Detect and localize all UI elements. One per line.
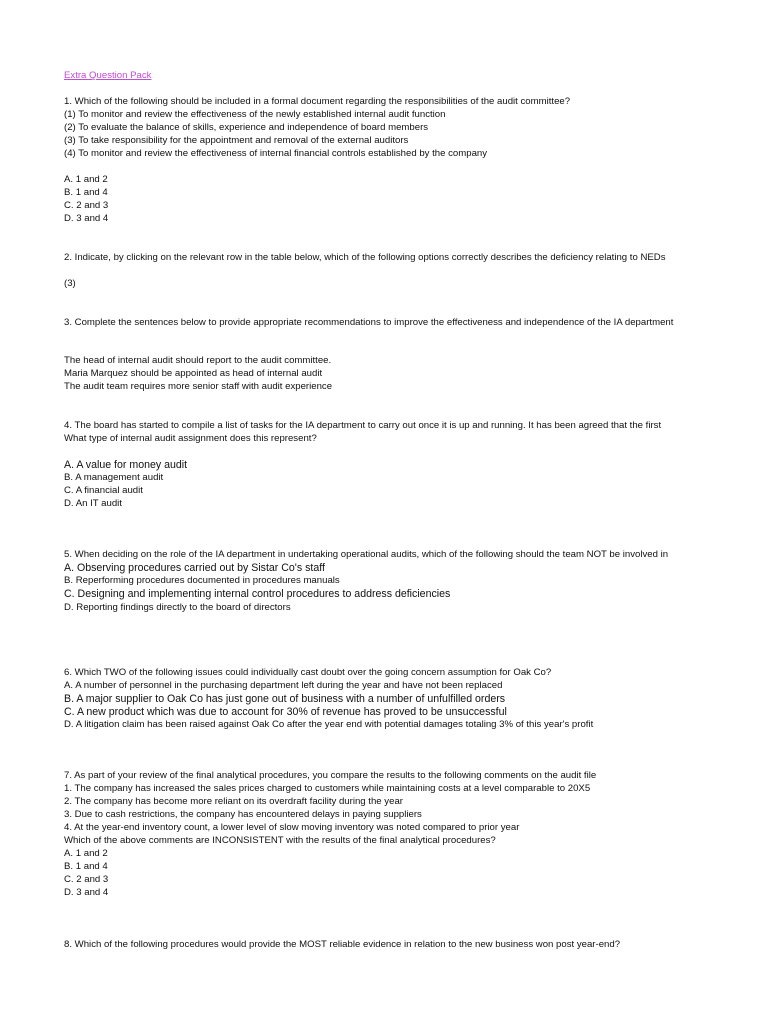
question-4-stem: 4. The board has started to compile a list of tasks for the IA department to carry out once it is up and running. It has been agreed that the first	[64, 420, 662, 431]
question-7-option-c: C. 2 and 3	[64, 874, 109, 885]
question-1-option-a: A. 1 and 2	[64, 174, 108, 185]
question-7-comment: 3. Due to cash restrictions, the company has encountered delays in paying suppliers	[64, 809, 422, 820]
question-3-sentence: The audit team requires more senior staff with audit experience	[64, 381, 333, 392]
question-6-option-d: D. A litigation claim has been raised against Oak Co after the year end with potential damages totaling 3% of this year's profit	[64, 719, 594, 730]
question-7-option-a: A. 1 and 2	[64, 848, 108, 859]
question-4-option-b: B. A management audit	[64, 472, 164, 483]
question-1-statement: (1) To monitor and review the effectiveness of the newly established internal audit function	[64, 109, 446, 120]
question-1-statement: (2) To evaluate the balance of skills, experience and independence of board members	[64, 122, 429, 133]
question-4-stem-continued: What type of internal audit assignment does this represent?	[64, 433, 317, 444]
question-6-option-c: C. A new product which was due to account for 30% of revenue has proved to be unsuccessful	[64, 706, 507, 718]
question-5-stem: 5. When deciding on the role of the IA department in undertaking operational audits, which of the following should the team NOT be involved in	[64, 549, 669, 560]
question-1-stem: 1. Which of the following should be included in a formal document regarding the responsibilities of the audit committee?	[64, 96, 571, 107]
question-5-option-a: A. Observing procedures carried out by Sistar Co's staff	[64, 562, 325, 574]
question-7-option-b: B. 1 and 4	[64, 861, 108, 872]
question-1-option-d: D. 3 and 4	[64, 213, 109, 224]
question-7-stem: 7. As part of your review of the final analytical procedures, you compare the results to the following comments on the audit file	[64, 770, 597, 781]
question-6-stem: 6. Which TWO of the following issues could individually cast doubt over the going concern assumption for Oak Co?	[64, 667, 552, 678]
question-8-stem: 8. Which of the following procedures would provide the MOST reliable evidence in relation to the new business won post year-end?	[64, 939, 621, 950]
question-4-option-c: C. A financial audit	[64, 485, 143, 496]
question-2-stem: 2. Indicate, by clicking on the relevant row in the table below, which of the following options correctly describes the deficiency relating to NEDs	[64, 252, 666, 263]
question-4-option-a: A. A value for money audit	[64, 459, 188, 471]
question-1-statement: (3) To take responsibility for the appointment and removal of the external auditors	[64, 135, 409, 146]
question-3-sentence: Maria Marquez should be appointed as head of internal audit	[64, 368, 323, 379]
question-7-comment: 1. The company has increased the sales prices charged to customers while maintaining costs at a level comparable to 20X5	[64, 783, 591, 794]
question-4-option-d: D. An IT audit	[64, 498, 122, 509]
question-6-option-b: B. A major supplier to Oak Co has just gone out of business with a number of unfulfilled orders	[64, 693, 506, 705]
document-title-link[interactable]: Extra Question Pack	[64, 70, 152, 81]
question-5-option-b: B. Reperforming procedures documented in procedures manuals	[64, 575, 340, 586]
question-7-comment: 2. The company has become more reliant on its overdraft facility during the year	[64, 796, 403, 807]
question-5-option-d: D. Reporting findings directly to the board of directors	[64, 602, 291, 613]
question-6-option-a: A. A number of personnel in the purchasing department left during the year and have not been replaced	[64, 680, 503, 691]
question-7-option-d: D. 3 and 4	[64, 887, 109, 898]
question-5-option-c: C. Designing and implementing internal control procedures to address deficiencies	[64, 588, 451, 600]
question-1-option-b: B. 1 and 4	[64, 187, 108, 198]
question-1-statement: (4) To monitor and review the effectiveness of internal financial controls established by the company	[64, 148, 488, 159]
question-3-stem: 3. Complete the sentences below to provide appropriate recommendations to improve the effectiveness and independence of the IA department	[64, 317, 674, 328]
question-3-sentence: The head of internal audit should report to the audit committee.	[64, 355, 332, 366]
question-2-marks: (3)	[64, 278, 76, 289]
question-7-comment: 4. At the year-end inventory count, a lower level of slow moving inventory was noted compared to prior year	[64, 822, 520, 833]
question-1-option-c: C. 2 and 3	[64, 200, 109, 211]
question-7-question: Which of the above comments are INCONSISTENT with the results of the final analytical procedures?	[64, 835, 496, 846]
